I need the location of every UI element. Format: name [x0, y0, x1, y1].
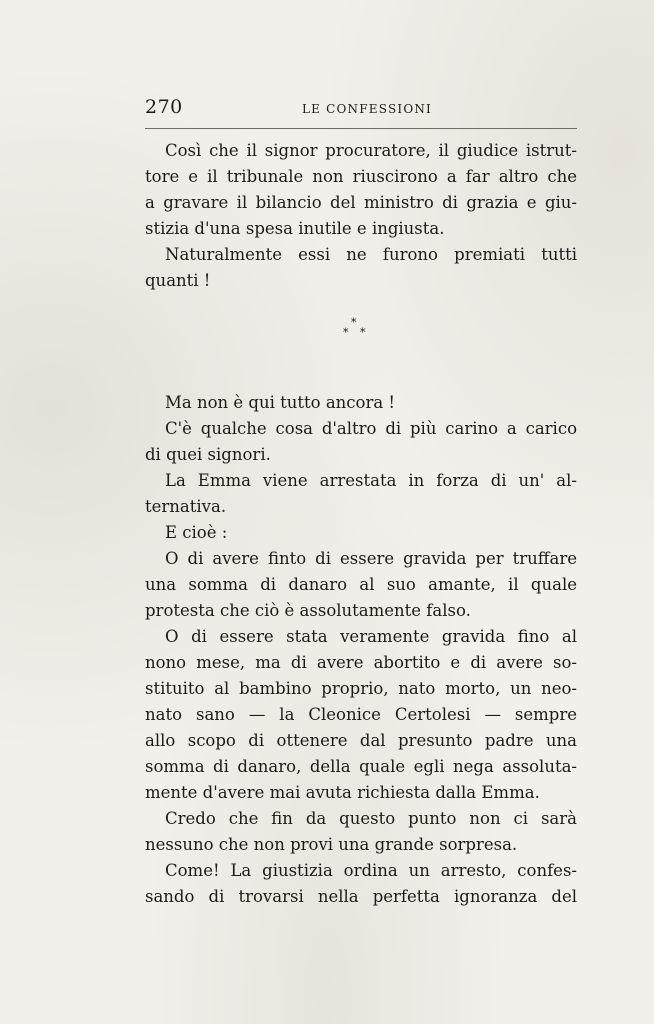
paragraph	[145, 390, 577, 416]
header-rule	[145, 128, 577, 129]
text-line: O di essere stata veramente gravida fino al	[165, 627, 577, 646]
text-line: Credo che fin da questo punto non ci sarà	[165, 809, 577, 828]
body-text	[145, 138, 577, 910]
text-line: stizia d'una spesa inutile e ingiusta.	[145, 219, 445, 238]
text-line: ternativa.	[145, 497, 227, 516]
text-line: C'è qualche cosa d'altro di più carino a carico	[165, 419, 577, 438]
text-line: mente d'avere mai avuta richiesta dalla Emma.	[145, 783, 540, 802]
text-line: La Emma viene arrestata in forza di un' al-	[165, 471, 577, 490]
text-line: nessuno che non provi una grande sorpresa.	[145, 835, 518, 854]
text-line: allo scopo di ottenere dal presunto padre una	[145, 731, 577, 750]
paragraph	[145, 468, 577, 520]
text-line: di quei signori.	[145, 445, 271, 464]
paragraph	[145, 416, 577, 468]
text-line: a gravare il bilancio del ministro di grazia e giu-	[145, 193, 577, 212]
paragraph	[145, 242, 577, 294]
asterism	[333, 318, 373, 348]
text-section-after	[145, 390, 577, 910]
paragraph	[145, 138, 577, 242]
asterism-star: *	[351, 316, 357, 329]
text-line: stituito al bambino proprio, nato morto, un neo-	[145, 679, 577, 698]
text-line: Come! La giustizia ordina un arresto, confes-	[165, 861, 577, 880]
text-line: nato sano — la Cleonice Certolesi — sempre	[145, 705, 577, 724]
text-line: una somma di danaro al suo amante, il quale	[145, 575, 577, 594]
text-line: somma di danaro, della quale egli nega assoluta-	[145, 757, 577, 776]
text-line: O di avere finto di essere gravida per truffare	[165, 549, 577, 568]
text-line: Naturalmente essi ne furono premiati tutti	[165, 245, 577, 264]
text-line: tore e il tribunale non riuscirono a far altro che	[145, 167, 577, 186]
text-line: E cioè :	[165, 523, 228, 542]
text-line: protesta che ciò è assolutamente falso.	[145, 601, 471, 620]
section-separator	[145, 294, 577, 390]
text-line: Ma non è qui tutto ancora !	[165, 393, 396, 412]
paragraph	[145, 624, 577, 806]
text-section-before	[145, 138, 577, 294]
paragraph	[145, 546, 577, 624]
paragraph	[145, 806, 577, 858]
asterism-star: *	[343, 326, 349, 339]
running-title: LE CONFESSIONI	[302, 102, 432, 116]
text-line: nono mese, ma di avere abortito e di avere so-	[145, 653, 577, 672]
text-line: sando di trovarsi nella perfetta ignoranza del	[145, 887, 577, 906]
paragraph	[145, 858, 577, 910]
page-header	[145, 96, 577, 126]
text-line: Così che il signor procuratore, il giudice istrut-	[165, 141, 577, 160]
paragraph	[145, 520, 577, 546]
text-line: quanti !	[145, 271, 211, 290]
asterism-star: *	[360, 326, 366, 339]
page-number: 270	[145, 96, 183, 118]
